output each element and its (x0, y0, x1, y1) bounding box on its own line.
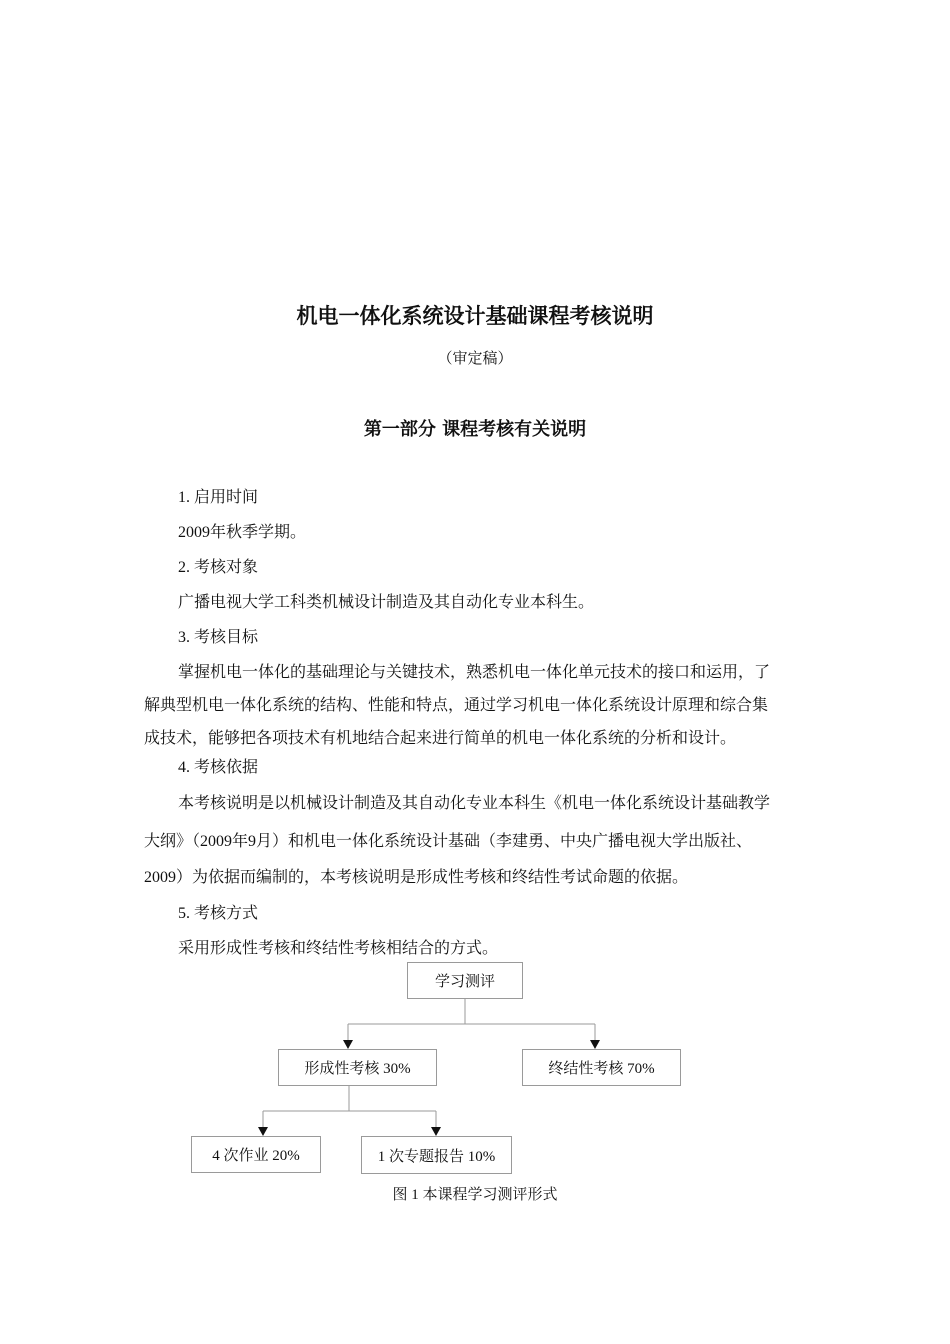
diagram-report-box: 1 次专题报告 10% (361, 1136, 512, 1174)
section-5-heading: 5. 考核方式 (178, 905, 259, 922)
section-4-line-1-lead: 本考核说明是以 (178, 793, 291, 812)
section-1-body: 2009年秋季学期。 (178, 524, 307, 541)
part-heading: 第一部分 课程考核有关说明 (363, 419, 587, 440)
section-5-body: 采用形成性考核和终结性考核相结合的方式。 (178, 940, 499, 957)
section-4-line-2: 大纲》（2009年9月）和机电一体化系统设计基础（李建勇、中央广播电视大学出版社、 (144, 833, 753, 850)
section-3-line-3: 成技术，能够把各项技术有机地结合起来进行简单的机电一体化系统的分析和设计。 (144, 730, 737, 747)
diagram-formative-box: 形成性考核 30% (278, 1049, 437, 1086)
section-4-heading: 4. 考核依据 (178, 759, 259, 776)
diagram-root-box: 学习测评 (407, 962, 523, 999)
section-2-heading: 2. 考核对象 (178, 559, 259, 576)
section-1-heading: 1. 启用时间 (178, 489, 259, 506)
section-2-body: 广播电视大学工科类机械设计制造及其自动化专业本科生。 (178, 594, 595, 611)
section-4-line-1-rest: 机械设计制造及其自动化专业本科生《机电一体化系统设计基础教学 (290, 795, 771, 812)
figure-caption: 图 1 本课程学习测评形式 (392, 1187, 558, 1203)
section-4-line-3-b: 为依据而编制的，本考核说明是 (192, 867, 417, 886)
page-subtitle: （审定稿） (437, 351, 513, 367)
section-3-line-1: 掌握机电一体化的基础理论与关键技术，熟悉机电一体化单元技术的接口和运用，了 (178, 664, 771, 681)
page-title: 机电一体化系统设计基础课程考核说明 (296, 304, 654, 328)
diagram-homework-box: 4 次作业 20% (191, 1136, 321, 1173)
section-4-line-3-c: 形成性考核和终结性考试命题 (416, 869, 625, 886)
section-4-line-3-a: 2009） (144, 869, 193, 886)
section-3-heading: 3. 考核目标 (178, 629, 259, 646)
section-4-line-3-d: 的依据。 (624, 867, 689, 886)
section-3-line-2: 解典型机电一体化系统的结构、性能和特点，通过学习机电一体化系统设计原理和综合集 (144, 697, 769, 714)
diagram-final-box: 终结性考核 70% (522, 1049, 681, 1086)
